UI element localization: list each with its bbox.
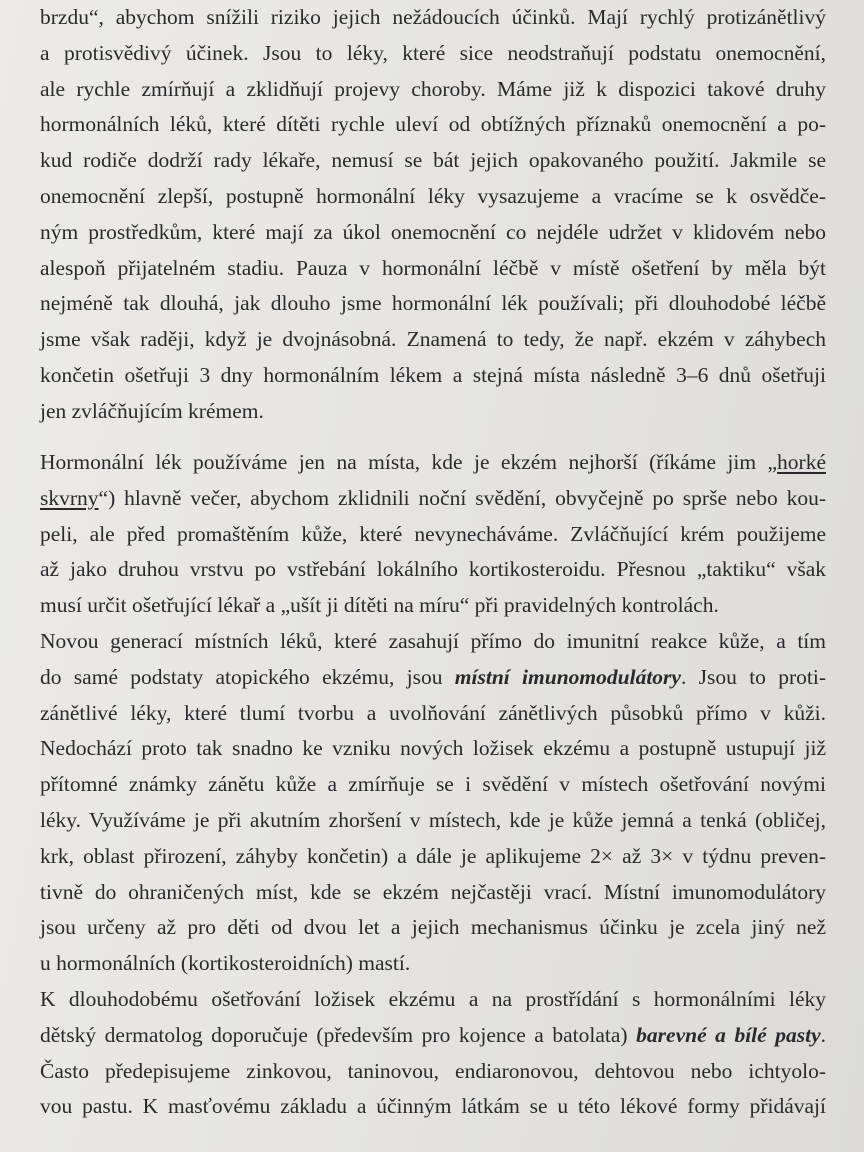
text-line: léky. Využíváme je při akutním zhoršení v místech, kde je kůže jemná a tenká (obličej,: [40, 807, 826, 832]
text-run: .: [820, 1022, 827, 1047]
text-line: ale rychle zmírňují a zklidňují projevy choroby. Máme již k dispozici takové druhy: [40, 76, 826, 101]
text-line: jsme však raději, když je dvojnásobná. Znamená to tedy, že např. ekzém v záhybech: [40, 327, 826, 352]
text-line: kud rodiče dodrží rady lékaře, nemusí se bát jejich opakovaného použití. Jakmile se: [40, 148, 826, 173]
text-line: krk, oblast přirození, záhyby končetin) a dále je aplikujeme 2× až 3× v týdnu preven-: [40, 843, 826, 868]
text-line: alespoň přijatelném stadiu. Pauza v hormonální léčbě v místě ošetření by měla být: [40, 255, 826, 280]
text-line: vou pastu. K masťovému základu a účinným látkám se u této lékové formy přidávají: [40, 1094, 826, 1119]
text-run: “) hlavně večer, abychom zklidnili noční svědění, obvyčejně po sprše nebo kou-: [98, 485, 826, 510]
text-line: u hormonálních (kortikosteroidních) mastí.: [40, 951, 411, 976]
text-line: brzdu“, abychom snížili riziko jejich nežádoucích účinků. Mají rychlý protizánětlivý: [40, 5, 826, 29]
text-run: do samé podstaty atopického ekzému, jsou: [40, 664, 455, 689]
text-line: zánětlivé léky, které tlumí tvorbu a uvolňování zánětlivých působků přímo v kůži.: [40, 700, 826, 725]
text-line: Často předepisujeme zinkovou, taninovou, endiaronovou, dehtovou nebo ichtyolo-: [40, 1058, 826, 1083]
text-line: Novou generací místních léků, které zasahují přímo do imunitní reakce kůže, a tím: [40, 629, 826, 653]
text-line: jen zvláčňujícím krémem.: [40, 398, 264, 423]
text-line: Nedochází proto tak snadno ke vzniku nových ložisek ekzému a postupně ustupují již: [40, 736, 826, 761]
text-line: jsou určeny až pro děti od dvou let a jejich mechanismus účinku je zcela jiný než: [40, 915, 826, 940]
text-line: až jako druhou vrstvu po vstřebání lokálního kortikosteroidu. Přesnou „taktiku“ však: [40, 557, 826, 582]
paragraph-2: [40, 445, 826, 624]
text-line: [40, 445, 826, 481]
text-run: Hormonální lék používáme jen na místa, kde je ekzém nejhorší (říkáme jim „: [40, 450, 778, 474]
text-line: [40, 481, 826, 517]
text-line: a protisvědivý účinek. Jsou to léky, které sice neodstraňují podstatu onemocnění,: [40, 40, 826, 65]
text-line: peli, ale před promaštěním kůže, které nevynecháváme. Zvláčňující krém použijeme: [40, 521, 826, 546]
text-line: ným prostředkům, které mají za úkol onemocnění co nejdéle udržet v klidovém nebo: [40, 219, 826, 244]
text-line: končetin ošetřuji 3 dny hormonálním lékem a stejná místa následně 3–6 dnů ošetřuji: [40, 362, 826, 387]
text-line: [40, 1018, 826, 1054]
text-run: . Jsou to proti-: [680, 664, 826, 689]
underlined-term: skvrny: [40, 485, 99, 510]
paragraph-3: [40, 624, 826, 982]
emphasized-term: barevné a bílé pasty: [636, 1022, 821, 1047]
underlined-term: horké: [777, 450, 826, 474]
text-line: nejméně tak dlouhá, jak dlouho jsme hormonální lék používali; při dlouhodobé léčbě: [40, 291, 826, 316]
paragraph-1: [40, 0, 826, 430]
text-line: tivně do ohraničených míst, kde se ekzém nejčastěji vrací. Místní imunomodulátory: [40, 879, 826, 904]
paragraph-4: [40, 982, 826, 1125]
emphasized-term: místní imunomodulátory: [454, 664, 681, 689]
text-line: hormonálních léků, které dítěti rychle uleví od obtížných příznaků onemocnění a po-: [40, 112, 826, 137]
text-run: dětský dermatolog doporučuje (především pro kojence a batolata): [40, 1022, 637, 1047]
text-line: K dlouhodobému ošetřování ložisek ekzému a na prostřídání s hormonálními léky: [40, 987, 826, 1011]
text-line: přítomné známky zánětu kůže a zmírňuje se i svědění v místech ošetřování novými: [40, 772, 826, 797]
text-line: onemocnění zlepší, postupně hormonální léky vysazujeme a vracíme se k osvědče-: [40, 183, 826, 208]
text-line: musí určit ošetřující lékař a „ušít ji dítěti na míru“ při pravidelných kontrolách.: [40, 593, 719, 618]
text-line: [40, 660, 826, 696]
